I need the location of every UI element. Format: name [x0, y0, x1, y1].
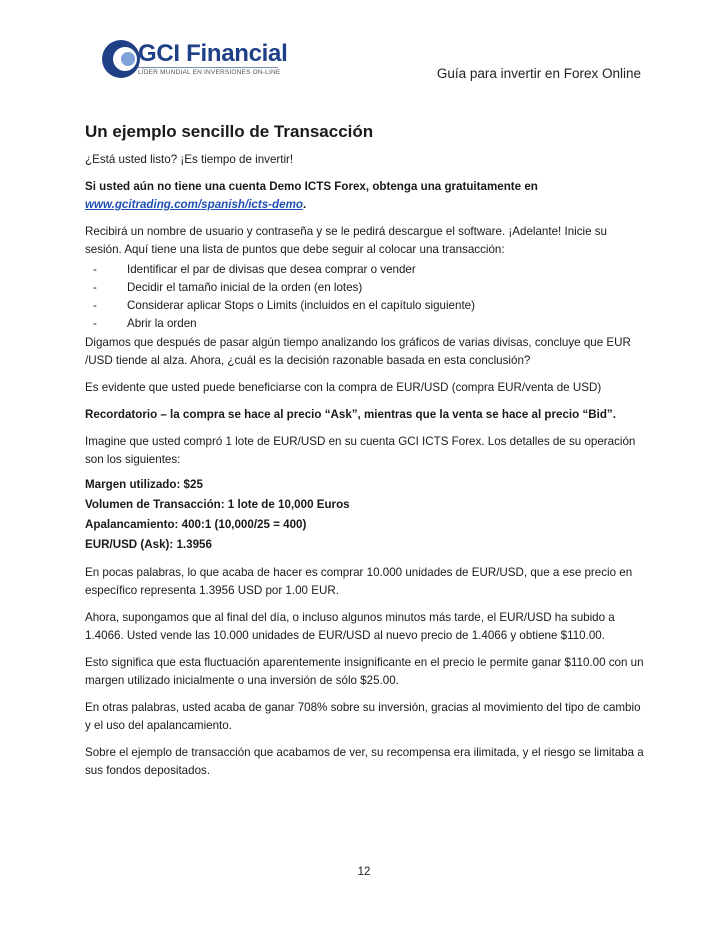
demo-text: Si usted aún no tiene una cuenta Demo ICTS Forex, obtenga una gratuitamente en — [85, 180, 538, 193]
step-text: Considerar aplicar Stops o Limits (incluidos en el capítulo siguiente) — [127, 299, 475, 312]
meaning-text: Esto significa que esta fluctuación aparentemente insignificante en el precio le permite ganar $110.00 con un margen utilizado inicialmente o una inversión de sólo $25.00. — [85, 656, 644, 687]
reward-text: Sobre el ejemplo de transacción que acabamos de ver, su recompensa era ilimitada, y el riesgo se limitaba a sus fondos depositados. — [85, 746, 644, 777]
trade-details — [85, 475, 645, 555]
gci-logo-icon — [100, 38, 142, 80]
brand-tagline: LÍDER MUNDIAL EN INVERSIONES ON-LINE — [138, 69, 281, 76]
section-title: Un ejemplo sencillo de Transacción — [85, 122, 374, 141]
page-number: 12 — [357, 866, 371, 878]
brand-divider — [138, 67, 278, 68]
list-item — [93, 279, 645, 297]
imagine-text: Imagine que usted compró 1 lote de EUR/USD en su cuenta GCI ICTS Forex. Los detalles de su operación son los siguientes: — [85, 435, 636, 466]
page-content — [85, 121, 645, 789]
ask-price-stat: EUR/USD (Ask): 1.3956 — [85, 538, 212, 551]
margin-stat: Margen utilizado: $25 — [85, 478, 203, 491]
list-marker: - — [93, 263, 97, 276]
list-marker: - — [93, 281, 97, 294]
steps-list — [85, 261, 645, 333]
list-item — [93, 261, 645, 279]
leverage-stat: Apalancamiento: 400:1 (10,000/25 = 400) — [85, 518, 307, 531]
demo-paragraph — [85, 178, 645, 214]
gain-text: En otras palabras, usted acaba de ganar 708% sobre su inversión, gracias al movimiento del tipo de cambio y el uso del apalancamiento. — [85, 701, 641, 732]
volume-stat: Volumen de Transacción: 1 lote de 10,000 Euros — [85, 498, 350, 511]
summary-text: En pocas palabras, lo que acaba de hacer es comprar 10.000 unidades de EUR/USD, que a ese precio en específico representa 1.3956 USD por 1.00 EUR. — [85, 566, 633, 597]
gci-logo — [100, 38, 300, 82]
step-text: Decidir el tamaño inicial de la orden (en lotes) — [127, 281, 363, 294]
intro-text: ¿Está usted listo? ¡Es tiempo de invertir! — [85, 153, 294, 166]
list-marker: - — [93, 299, 97, 312]
analysis-text: Digamos que después de pasar algún tiempo analizando los gráficos de varias divisas, concluye que EUR /USD tiende al alza. Ahora, ¿cuál es la decisión razonable basada en esta conclusión? — [85, 336, 631, 367]
list-item — [93, 297, 645, 315]
document-title: Guía para invertir en Forex Online — [436, 66, 641, 81]
later-text: Ahora, supongamos que al final del día, o incluso algunos minutos más tarde, el EUR/USD ha subido a 1.4066. Usted vende las 10.000 unidades de EUR/USD al nuevo precio de 1.4066 y obtiene $110.00. — [85, 611, 615, 642]
reminder-text: Recordatorio – la compra se hace al precio “Ask”, mientras que la venta se hace al precio “Bid”. — [85, 408, 616, 421]
step-text: Identificar el par de divisas que desea comprar o vender — [127, 263, 416, 276]
benefit-text: Es evidente que usted puede beneficiarse con la compra de EUR/USD (compra EUR/venta de USD) — [85, 381, 602, 394]
step-text: Abrir la orden — [127, 317, 197, 330]
instructions-text: Recibirá un nombre de usuario y contraseña y se le pedirá descargue el software. ¡Adelante! Inicie su sesión. Aquí tiene una lista de puntos que debe seguir al colocar una transacción: — [85, 225, 608, 256]
list-item — [93, 315, 645, 333]
list-marker: - — [93, 317, 97, 330]
page-header — [0, 0, 728, 100]
demo-link[interactable]: www.gcitrading.com/spanish/icts-demo — [85, 198, 303, 211]
demo-end: . — [302, 198, 307, 211]
brand-name: GCI Financial — [138, 40, 288, 67]
